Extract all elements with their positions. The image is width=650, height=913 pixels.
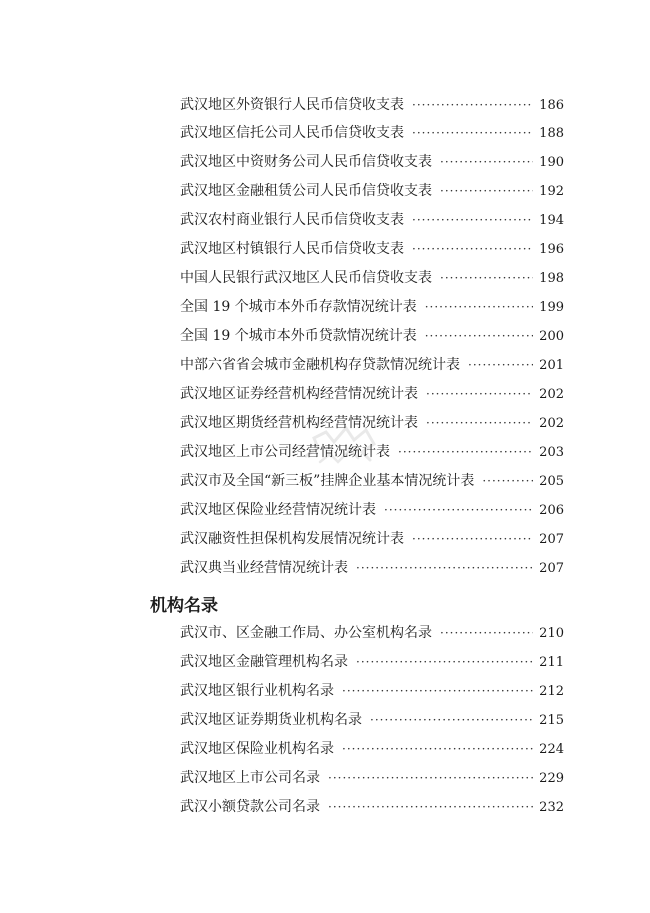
dot-leader [468, 354, 533, 376]
toc-entry-page: 210 [539, 626, 564, 641]
toc-entry-title: 武汉地区期货经营机构经营情况统计表 [180, 415, 418, 431]
toc-entry[interactable] [180, 180, 564, 202]
toc-entry[interactable] [180, 209, 564, 231]
toc-entry-page: 199 [539, 300, 564, 315]
toc-entry[interactable] [180, 680, 564, 702]
toc-entry-page: 203 [539, 445, 564, 460]
toc-entry[interactable] [180, 796, 564, 818]
toc-entry-title: 武汉地区证券经营机构经营情况统计表 [180, 386, 418, 402]
toc-entry[interactable] [180, 557, 564, 579]
toc-entry-title: 武汉地区保险业经营情况统计表 [180, 502, 376, 518]
dot-leader [425, 296, 533, 318]
toc-entry[interactable] [180, 738, 564, 760]
toc-entry-title: 武汉小额贷款公司名录 [180, 799, 320, 815]
toc-entry[interactable] [180, 470, 564, 492]
toc-entry-page: 224 [539, 742, 564, 757]
toc-entry[interactable] [180, 767, 564, 789]
toc-entry-title: 全国 19 个城市本外币贷款情况统计表 [180, 328, 417, 344]
toc-entry-page: 229 [539, 771, 564, 786]
toc-entry-title: 武汉地区外资银行人民币信贷收支表 [180, 97, 404, 113]
toc-entry-page: 198 [539, 271, 564, 286]
toc-entry-title: 武汉地区信托公司人民币信贷收支表 [180, 125, 404, 141]
toc-entry[interactable] [180, 122, 564, 144]
toc-entry[interactable] [180, 325, 564, 347]
toc-entry-title: 武汉地区金融管理机构名录 [180, 654, 348, 670]
toc-entry[interactable] [180, 709, 564, 731]
dot-leader [412, 122, 533, 144]
toc-entry-title: 武汉地区上市公司经营情况统计表 [180, 444, 390, 460]
toc-entry-title: 全国 19 个城市本外币存款情况统计表 [180, 299, 417, 315]
toc-entry-page: 190 [539, 155, 564, 170]
section-heading: 机构名录 [150, 596, 218, 616]
toc-entry[interactable] [180, 651, 564, 673]
toc-entry-title: 中部六省省会城市金融机构存贷款情况统计表 [180, 357, 460, 373]
toc-entry-title: 武汉市及全国“新三板”挂牌企业基本情况统计表 [180, 473, 475, 489]
dot-leader [342, 680, 533, 702]
toc-entry-page: 212 [539, 684, 564, 699]
toc-entry[interactable] [180, 238, 564, 260]
toc-entry-title: 武汉地区上市公司名录 [180, 770, 320, 786]
dot-leader [412, 238, 533, 260]
toc-entry[interactable] [180, 383, 564, 405]
toc-entry-page: 196 [539, 242, 564, 257]
toc-entry-page: 186 [539, 98, 564, 113]
toc-entry-title: 武汉地区证券期货业机构名录 [180, 712, 362, 728]
toc-entry-page: 201 [539, 358, 564, 373]
toc-entry-title: 武汉地区金融租赁公司人民币信贷收支表 [180, 183, 432, 199]
dot-leader [440, 180, 533, 202]
dot-leader [426, 412, 533, 434]
toc-entry[interactable] [180, 441, 564, 463]
dot-leader [440, 151, 533, 173]
toc-entry[interactable] [180, 412, 564, 434]
dot-leader [328, 796, 533, 818]
dot-leader [425, 325, 533, 347]
toc-entry-page: 192 [539, 184, 564, 199]
toc-entry-title: 武汉市、区金融工作局、办公室机构名录 [180, 625, 432, 641]
toc-entry-title: 中国人民银行武汉地区人民币信贷收支表 [180, 270, 432, 286]
dot-leader [370, 709, 533, 731]
toc-entry-page: 202 [539, 416, 564, 431]
dot-leader [426, 383, 533, 405]
toc-entry[interactable] [180, 151, 564, 173]
toc-entry[interactable] [180, 267, 564, 289]
dot-leader [328, 767, 533, 789]
dot-leader [440, 622, 533, 644]
toc-entry-page: 188 [539, 126, 564, 141]
toc-entry-title: 武汉地区保险业机构名录 [180, 741, 334, 757]
toc-entry-page: 205 [539, 474, 564, 489]
toc-entry[interactable] [180, 94, 564, 116]
dot-leader [412, 528, 533, 550]
toc-entry-title: 武汉地区银行业机构名录 [180, 683, 334, 699]
toc-entry[interactable] [180, 499, 564, 521]
dot-leader [356, 651, 533, 673]
toc-entry-title: 武汉地区中资财务公司人民币信贷收支表 [180, 154, 432, 170]
toc-entry-title: 武汉地区村镇银行人民币信贷收支表 [180, 241, 404, 257]
dot-leader [384, 499, 533, 521]
toc-entry-page: 200 [539, 329, 564, 344]
toc-entry-page: 232 [539, 800, 564, 815]
dot-leader [412, 209, 533, 231]
dot-leader [356, 557, 533, 579]
toc-entry-title: 武汉农村商业银行人民币信贷收支表 [180, 212, 404, 228]
dot-leader [412, 94, 533, 116]
toc-entry-page: 202 [539, 387, 564, 402]
toc-entry-title: 武汉典当业经营情况统计表 [180, 560, 348, 576]
toc-entry[interactable] [180, 354, 564, 376]
toc-entry-page: 215 [539, 713, 564, 728]
toc-entry-page: 211 [539, 655, 564, 670]
toc-entry[interactable] [180, 528, 564, 550]
toc-entry-page: 207 [539, 532, 564, 547]
dot-leader [398, 441, 533, 463]
toc-entry-page: 207 [539, 561, 564, 576]
dot-leader [482, 470, 533, 492]
toc-entry[interactable] [180, 622, 564, 644]
toc-entry-page: 194 [539, 213, 564, 228]
toc-entry[interactable] [180, 296, 564, 318]
toc-entry-page: 206 [539, 503, 564, 518]
toc-entry-title: 武汉融资性担保机构发展情况统计表 [180, 531, 404, 547]
dot-leader [342, 738, 533, 760]
dot-leader [440, 267, 533, 289]
